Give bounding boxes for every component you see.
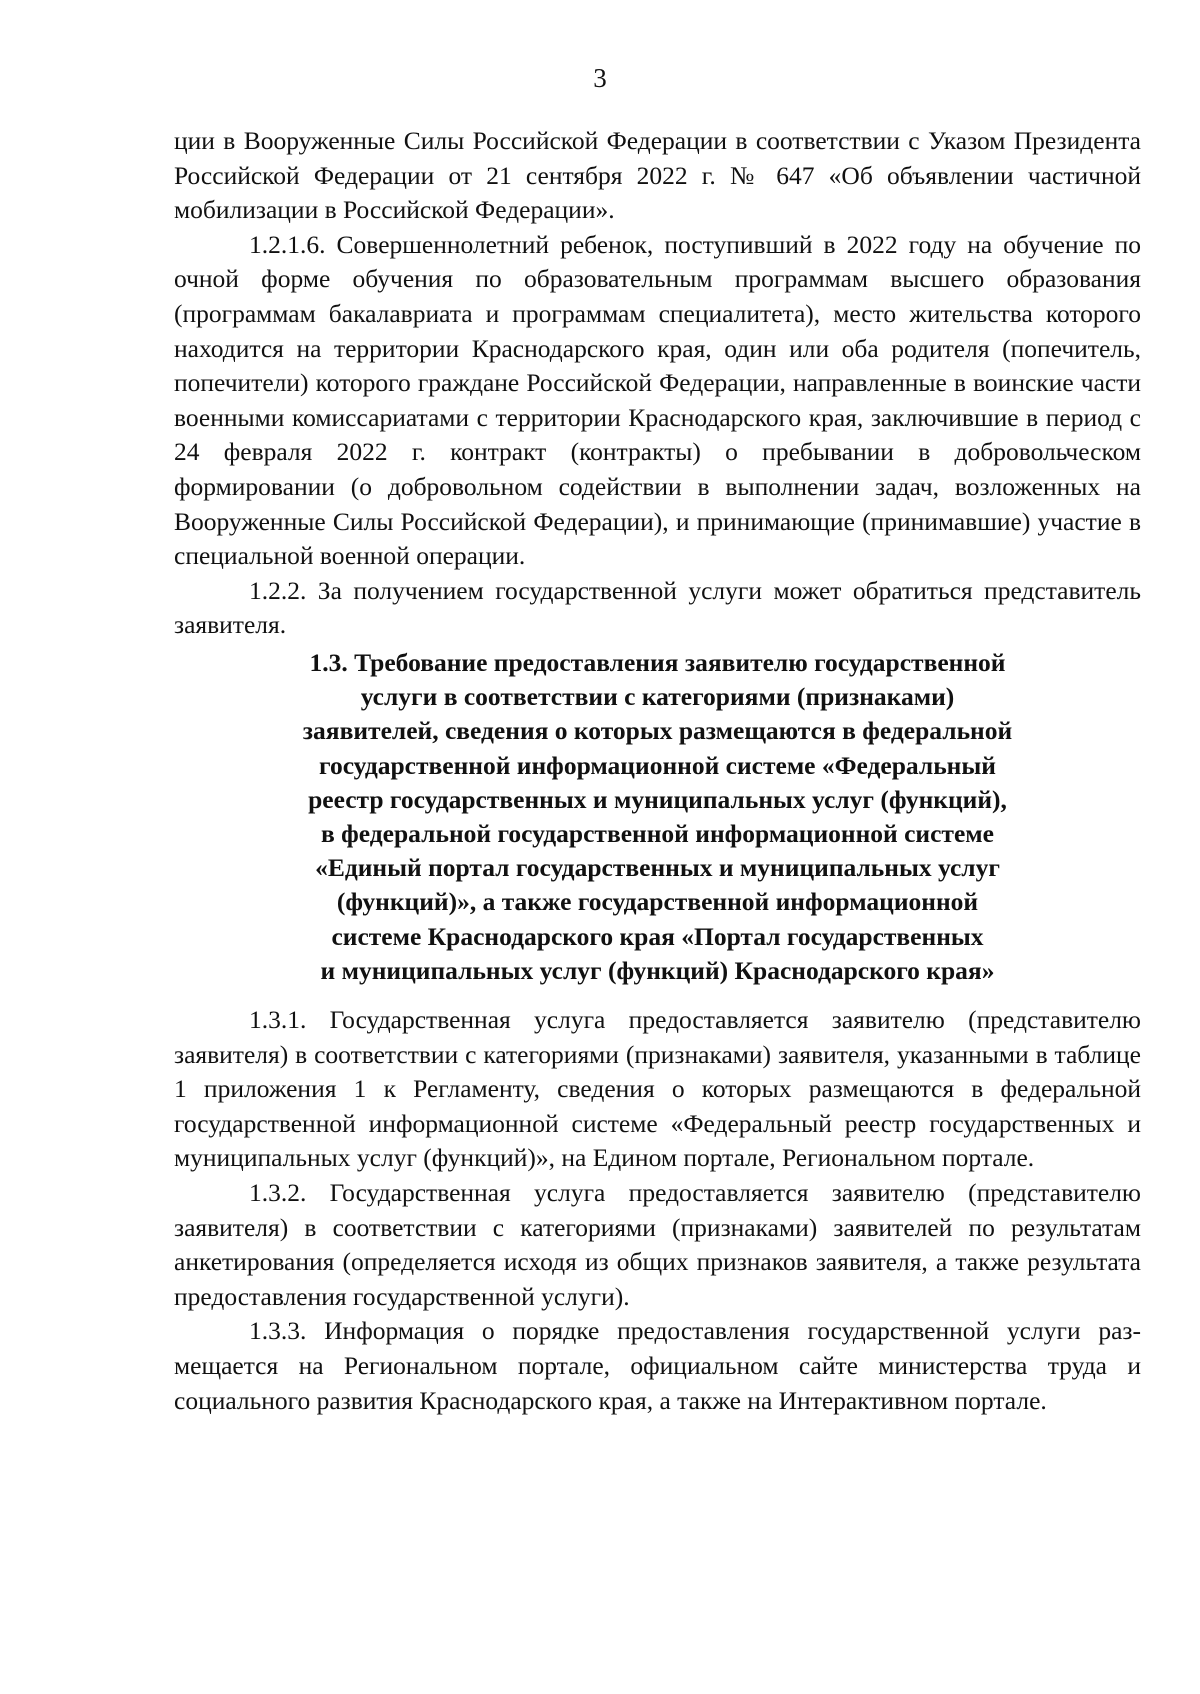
intro-text-block [174,124,1141,643]
page-number: 3 [593,63,607,93]
heading-line: системе Краснодарского края «Портал государственных [331,921,984,951]
paragraph-1-2-1-6: 1.2.1.6. Совершеннолетний ребенок, поступивший в 2022 году на обучение по очной форме обучения по образовательным программам высшего образования (программам бакалавриата и программам специалитета), место жительства которого находится на территории Краснодарского края, один или оба родителя (попечитель, попечители) которого граждане Российской Федерации, направленные в воинские части военными комиссариатами с территории Краснодарского края, заключившие в период с 24 февраля 2022 г. контракт (контракты) о пребывании в добровольческом формировании (о добровольном содействии в выполнении задач, возложенных на Вооруженные Силы Российской Федерации), и принимающие (принимавшие) участие в специальной военной операции. [174,229,1141,571]
heading-line: государственной информационной системе «Федеральный [319,750,996,780]
heading-line: 1.3. Требование предоставления заявителю государственной [309,648,1006,677]
paragraph-continuation: ции в Вооруженные Силы Российской Федерации в соответствии с Указом Президента Российской Федерации от 21 сентября 2022 г. № 647 «Об объявлении частичной мобилизации в Российской Федерации». [174,126,1141,225]
paragraph-1-3-1: 1.3.1. Государственная услуга предоставляется заявителю (представителю заявителя) в соответствии с категориями (признаками) заявителя, указанными в таблице 1 приложения 1 к Регламенту, сведения о которых размещаются в федеральной государственной информационной системе «Федеральный реестр государственных и муниципальных услуг (функций)», на Едином портале, Региональном портале. [174,1005,1141,1173]
heading-line: заявителей, сведения о которых размещаются в федеральной [302,716,1013,746]
paragraph-1-3-2: 1.3.2. Государственная услуга предоставляется заявителю (представителю заявителя) в соответствии с категориями (признаками) заявителей по результатам анкетирования (определяется исходя из общих признаков заявителя, а также результата предоставления государственной услуги). [174,1177,1141,1311]
heading-line: «Единый портал государственных и муниципальных услуг [315,853,1000,883]
heading-line: (функций)», а также государственной информационной [336,887,979,917]
section-text-block [174,1003,1141,1418]
section-heading-1-3 [174,646,1141,988]
heading-line: услуги в соответствии с категориями (признаками) [360,682,955,712]
heading-line: реестр государственных и муниципальных услуг (функций), [308,784,1007,814]
heading-line: и муниципальных услуг (функций) Краснодарского края» [320,955,995,985]
paragraph-1-3-3: 1.3.3. Информация о порядке предоставления государственной услуги размещается на Региональном портале, официальном сайте министерства труда и социального развития Краснодарского края, а также на Интерактивном портале. [174,1316,1141,1415]
paragraph-1-2-2: 1.2.2. За получением государственной услуги может обратиться представитель заявителя. [174,575,1141,640]
heading-line: в федеральной государственной информационной системе [321,819,994,849]
